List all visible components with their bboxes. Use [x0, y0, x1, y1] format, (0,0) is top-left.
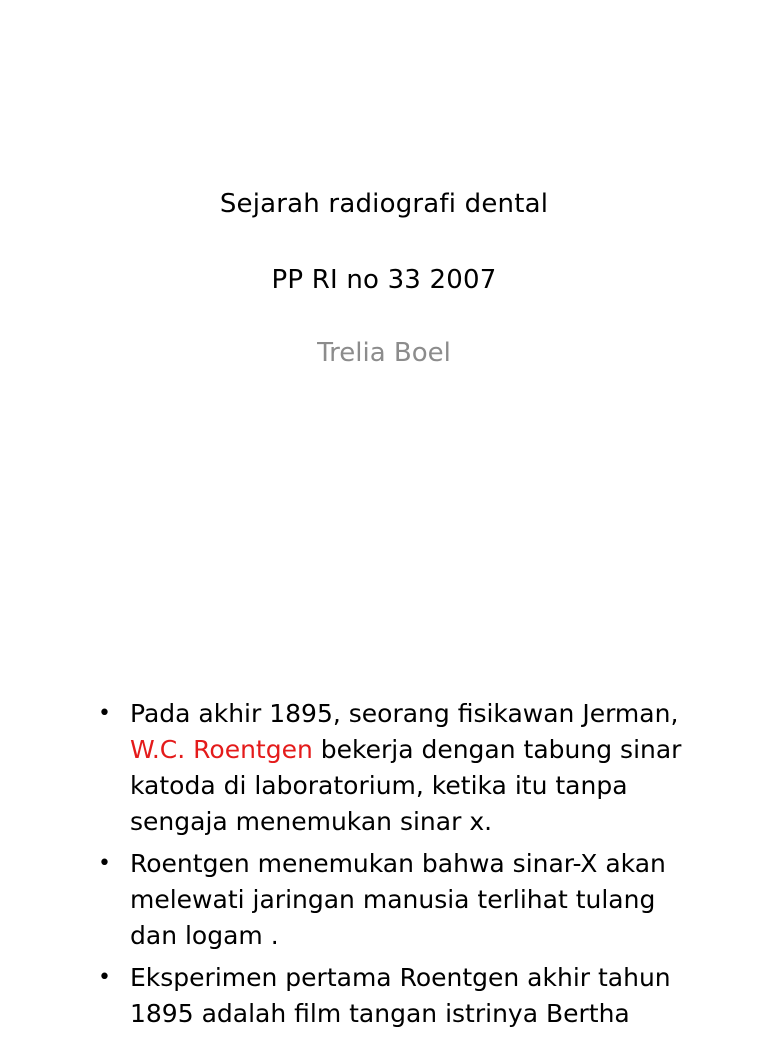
- highlighted-name: W.C. Roentgen: [130, 735, 313, 764]
- bullet-icon: •: [98, 965, 111, 990]
- bullet-text: Roentgen menemukan bahwa sinar-X akan melewati jaringan manusia terlihat tulang dan logam .: [130, 849, 666, 950]
- slide-title-line-2: PP RI no 33 2007: [271, 265, 497, 295]
- bullet-icon: •: [98, 851, 111, 876]
- bullet-item: [98, 696, 698, 840]
- slide-subtitle-author: Trelia Boel: [317, 338, 451, 368]
- bullet-list: [98, 696, 698, 1038]
- bullet-text: Pada akhir 1895, seorang fisikawan Jerman,: [130, 699, 679, 728]
- slide-title: Sejarah radiografi dental: [219, 189, 549, 219]
- bullet-text: Eksperimen pertama Roentgen akhir tahun 1895 adalah film tangan istrinya Bertha: [130, 963, 671, 1028]
- bullet-icon: •: [98, 701, 111, 726]
- bullet-item: [98, 846, 698, 954]
- bullet-text-continued: bekerja dengan tabung sinar katoda di laboratorium, ketika itu tanpa sengaja menemukan sinar x.: [130, 735, 682, 836]
- bullet-item: [98, 960, 698, 1032]
